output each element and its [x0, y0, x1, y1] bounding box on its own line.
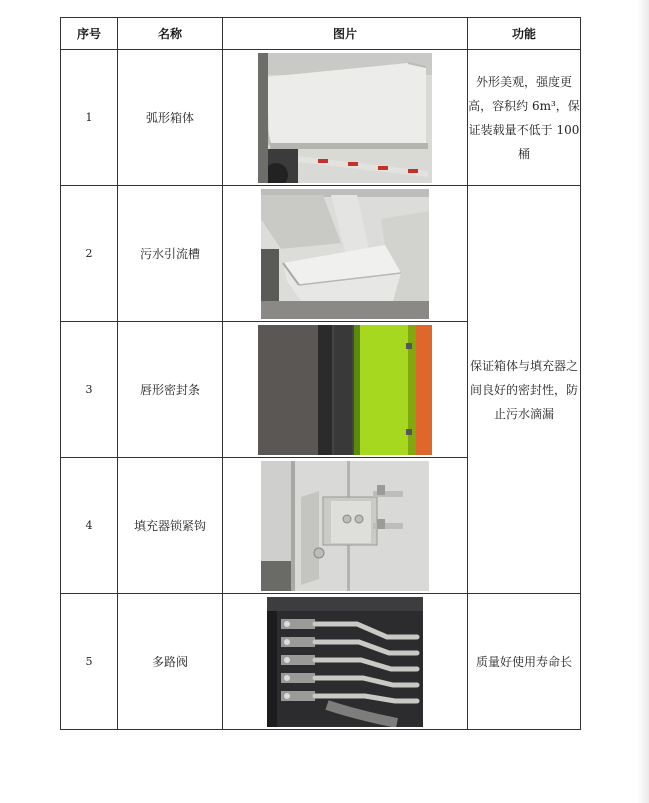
drain-trough-photo: [261, 189, 429, 319]
row-index: 4: [61, 458, 118, 594]
spec-table: [60, 17, 581, 730]
row-image-cell: [223, 186, 468, 322]
row-function: 保证箱体与填充器之间良好的密封性，防止污水滴漏: [468, 186, 581, 594]
row-name: 填充器锁紧钩: [118, 458, 223, 594]
header-image: 图片: [223, 18, 468, 50]
table-row: [61, 594, 581, 730]
locking-hook-photo: [261, 461, 429, 591]
row-name: 污水引流槽: [118, 186, 223, 322]
row-name: 弧形箱体: [118, 50, 223, 186]
row-index: 1: [61, 50, 118, 186]
row-image-cell: [223, 458, 468, 594]
header-function: 功能: [468, 18, 581, 50]
row-name: 多路阀: [118, 594, 223, 730]
curved-body-photo: [258, 53, 432, 183]
table-row: [61, 50, 581, 186]
multi-way-valve-photo: [267, 597, 423, 727]
row-index: 3: [61, 322, 118, 458]
row-index: 5: [61, 594, 118, 730]
row-name: 唇形密封条: [118, 322, 223, 458]
lip-seal-photo: [258, 325, 432, 455]
row-image-cell: [223, 322, 468, 458]
row-function: 外形美观，强度更高，容积约 6m³，保证装载量不低于 100 桶: [468, 50, 581, 186]
row-function: 质量好使用寿命长: [468, 594, 581, 730]
row-image-cell: [223, 594, 468, 730]
page-edge-shadow: [637, 0, 649, 803]
header-row: [61, 18, 581, 50]
row-image-cell: [223, 50, 468, 186]
table-row: [61, 186, 581, 322]
header-index: 序号: [61, 18, 118, 50]
row-index: 2: [61, 186, 118, 322]
header-name: 名称: [118, 18, 223, 50]
